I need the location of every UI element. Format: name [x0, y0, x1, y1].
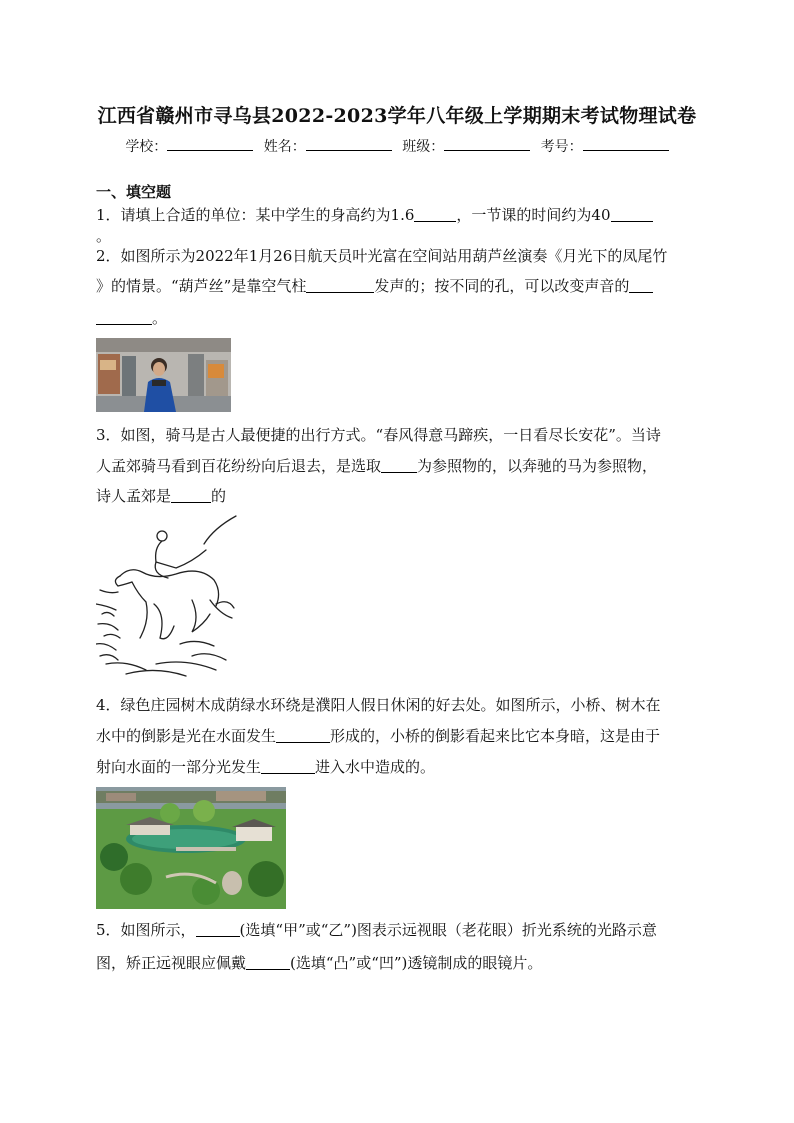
question-1-line-2: 。 [96, 227, 112, 245]
question-2-line-2: 》的情景。“葫芦丝”是靠空气柱 发声的；按不同的孔，可以改变声音的 [96, 276, 653, 296]
name-blank [306, 136, 392, 151]
question-3-line-1: 3．如图，骑马是古人最便捷的出行方式。“春风得意马蹄疾，一日看尽长安花”。当诗 [96, 426, 661, 444]
class-blank [444, 136, 530, 151]
answer-blank [171, 487, 211, 503]
question-2-line-1: 2．如图所示为2022年1月26日航天员叶光富在空间站用葫芦丝演奏《月光下的凤尾竹 [96, 247, 668, 265]
answer-blank [629, 277, 653, 293]
number-label: 考号： [540, 139, 583, 155]
question-2-line-3: 。 [96, 308, 167, 328]
answer-blank [196, 921, 240, 937]
answer-blank [611, 206, 653, 222]
question-4-line-3: 射向水面的一部分光发生 进入水中造成的。 [96, 758, 436, 776]
number-blank [583, 136, 669, 151]
question-3-line-3: 诗人孟郊是 的 [96, 487, 227, 505]
answer-blank [414, 206, 456, 222]
answer-blank [381, 457, 417, 473]
question-4-line-1: 4．绿色庄园树木成荫绿水环绕是濮阳人假日休闲的好去处。如图所示，小桥、树木在 [96, 696, 661, 714]
answer-blank [246, 954, 290, 970]
exam-title: 江西省赣州市寻乌县2022-2023学年八年级上学期期末考试物理试卷 [97, 105, 697, 127]
student-info-line [0, 136, 794, 156]
school-label: 学校： [125, 139, 168, 155]
space-station-photo [96, 338, 231, 412]
name-label: 姓名： [263, 139, 306, 155]
question-4-line-2: 水中的倒影是光在水面发生 形成的，小桥的倒影看起来比它本身暗，这是由于 [96, 727, 661, 745]
horse-rider-illustration [96, 514, 238, 679]
garden-pond-photo [96, 787, 286, 909]
question-3-line-2: 人孟郊骑马看到百花纷纷向后退去，是选取 为参照物的，以奔驰的马为参照物， [96, 457, 658, 475]
question-5-line-2: 图，矫正远视眼应佩戴 (选填“凸”或“凹”)透镜制成的眼镜片。 [96, 954, 543, 972]
answer-blank [276, 727, 330, 743]
question-1-line-1: 1．请填上合适的单位：某中学生的身高约为1.6 ，一节课的时间约为40 [96, 205, 653, 225]
section-title: 一、填空题 [96, 183, 172, 201]
question-5-line-1: 5．如图所示， (选填“甲”或“乙”)图表示远视眼（老花眼）折光系统的光路示意 [96, 921, 657, 939]
class-label: 班级： [402, 139, 445, 155]
answer-blank [96, 309, 152, 325]
answer-blank [306, 277, 374, 293]
school-blank [167, 136, 253, 151]
answer-blank [261, 758, 315, 774]
